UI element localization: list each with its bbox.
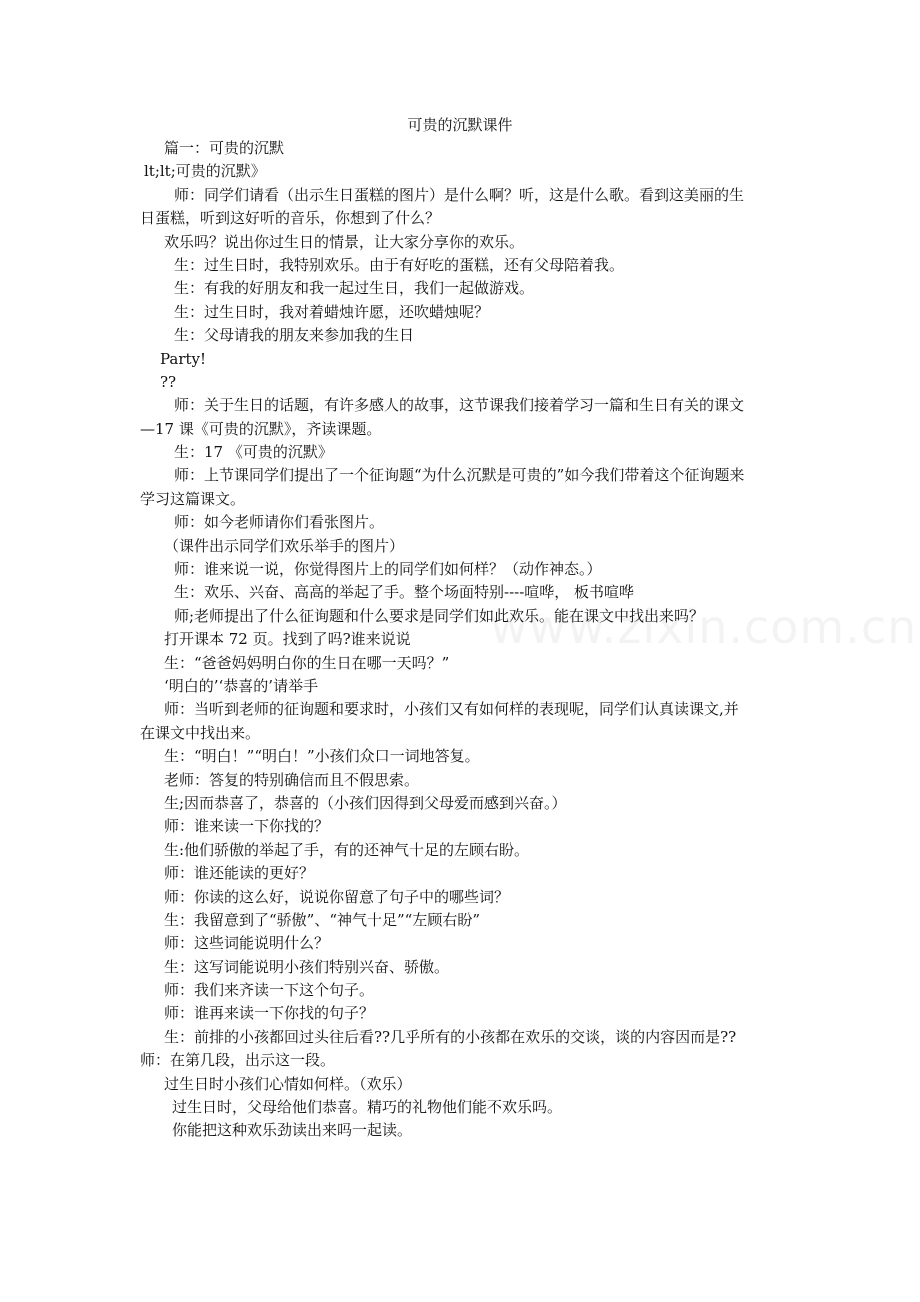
- paragraph-line: 师：当听到老师的征询题和要求时，小孩们又有如何样的表现呢，同学们认真读课文,并: [164, 700, 739, 719]
- paragraph-line: 师;老师提出了什么征询题和什么要求是同学们如此欢乐。能在课文中找出来吗？: [174, 606, 705, 625]
- paragraph-line: 师：同学们请看（出示生日蛋糕的图片）是什么啊？听，这是什么歌。看到这美丽的生: [174, 185, 745, 204]
- paragraph-line: 过生日时小孩们心情如何样。（欢乐）: [164, 1074, 412, 1093]
- paragraph-line: 生：“明白！”“明白！”小孩们众口一词地答复。: [164, 747, 480, 766]
- document-title: 可贵的沉默课件: [407, 116, 513, 134]
- paragraph-line: ??: [160, 372, 177, 391]
- watermark-text: [490, 600, 917, 654]
- paragraph-line: 师：这些词能说明什么？: [164, 934, 330, 953]
- paragraph-line: 生：这写词能说明小孩们特别兴奋、骄傲。: [164, 957, 450, 976]
- paragraph-line: 老师：答复的特别确信而且不假思索。: [164, 770, 420, 789]
- paragraph-line: 生：有我的好朋友和我一起过生日，我们一起做游戏。: [174, 279, 535, 298]
- paragraph-line: 生：欢乐、兴奋、高高的举起了手。整个场面特别----喧哗， 板书喧哗: [174, 583, 635, 602]
- paragraph-line: 欢乐吗？说出你过生日的情景，让大家分享你的欢乐。: [164, 232, 525, 251]
- paragraph-line: —17 课《可贵的沉默》，齐读课题。: [140, 419, 382, 438]
- paragraph-line: lt;lt;可贵的沉默》: [144, 162, 266, 181]
- paragraph-line: 生;因而恭喜了，恭喜的（小孩们因得到父母爱而感到兴奋。）: [164, 793, 567, 812]
- paragraph-line: （课件出示同学们欢乐举手的图片）: [164, 536, 405, 555]
- paragraph-line: 打开课本 72 页。找到了吗?谁来说说: [164, 630, 411, 649]
- paragraph-line: 师：我们来齐读一下这个句子。: [164, 981, 375, 1000]
- paragraph-line: 日蛋糕，听到这好听的音乐，你想到了什么？: [140, 209, 441, 228]
- paragraph-line: 篇一：可贵的沉默: [164, 139, 285, 157]
- paragraph-line: ‘明白的’‘恭喜的’请举手: [164, 676, 319, 695]
- paragraph-line: 师：你读的这么好，说说你留意了句子中的哪些词？: [164, 887, 510, 906]
- paragraph-line: 生：前排的小孩都回过头往后看??几乎所有的小孩都在欢乐的交谈，谈的内容因而是??: [164, 1027, 737, 1046]
- paragraph-line: 生:他们骄傲的举起了手，有的还神气十足的左顾右盼。: [164, 840, 530, 859]
- paragraph-line: 过生日时，父母给他们恭喜。精巧的礼物他们能不欢乐吗。: [172, 1098, 563, 1117]
- paragraph-line: 师：谁再来读一下你找的句子？: [164, 1004, 375, 1023]
- paragraph-line: 师：在第几段，出示这一段。: [140, 1051, 336, 1070]
- paragraph-line: 师：谁来读一下你找的？: [164, 817, 330, 836]
- paragraph-line: 生：“爸爸妈妈明白你的生日在哪一天吗？”: [164, 653, 450, 672]
- paragraph-line: 师：关于生日的话题，有许多感人的故事，这节课我们接着学习一篇和生日有关的课文: [174, 396, 745, 415]
- paragraph-line: 师：如今老师请你们看张图片。: [174, 513, 385, 532]
- paragraph-line: 师：谁还能读的更好？: [164, 864, 315, 883]
- paragraph-line: 生：17 《可贵的沉默》: [174, 443, 333, 462]
- paragraph-line: 师：谁来说一说，你觉得图片上的同学们如何样？（动作神态。）: [174, 560, 602, 579]
- paragraph-line: 生：过生日时，我特别欢乐。由于有好吃的蛋糕，还有父母陪着我。: [174, 255, 625, 274]
- paragraph-line: 生：过生日时，我对着蜡烛许愿，还吹蜡烛呢？: [174, 302, 490, 321]
- paragraph-line: Party!: [160, 349, 207, 368]
- paragraph-line: 生：我留意到了“骄傲”、“神气十足”“左顾右盼”: [164, 910, 481, 929]
- paragraph-line: 你能把这种欢乐劲读出来吗一起读。: [172, 1121, 413, 1140]
- paragraph-line: 师：上节课同学们提出了一个征询题“为什么沉默是可贵的”如今我们带着这个征询题来: [174, 466, 745, 485]
- paragraph-line: 生：父母请我的朋友来参加我的生日: [174, 326, 415, 345]
- paragraph-line: 学习这篇课文。: [140, 489, 246, 508]
- paragraph-line: 在课文中找出来。: [140, 723, 261, 742]
